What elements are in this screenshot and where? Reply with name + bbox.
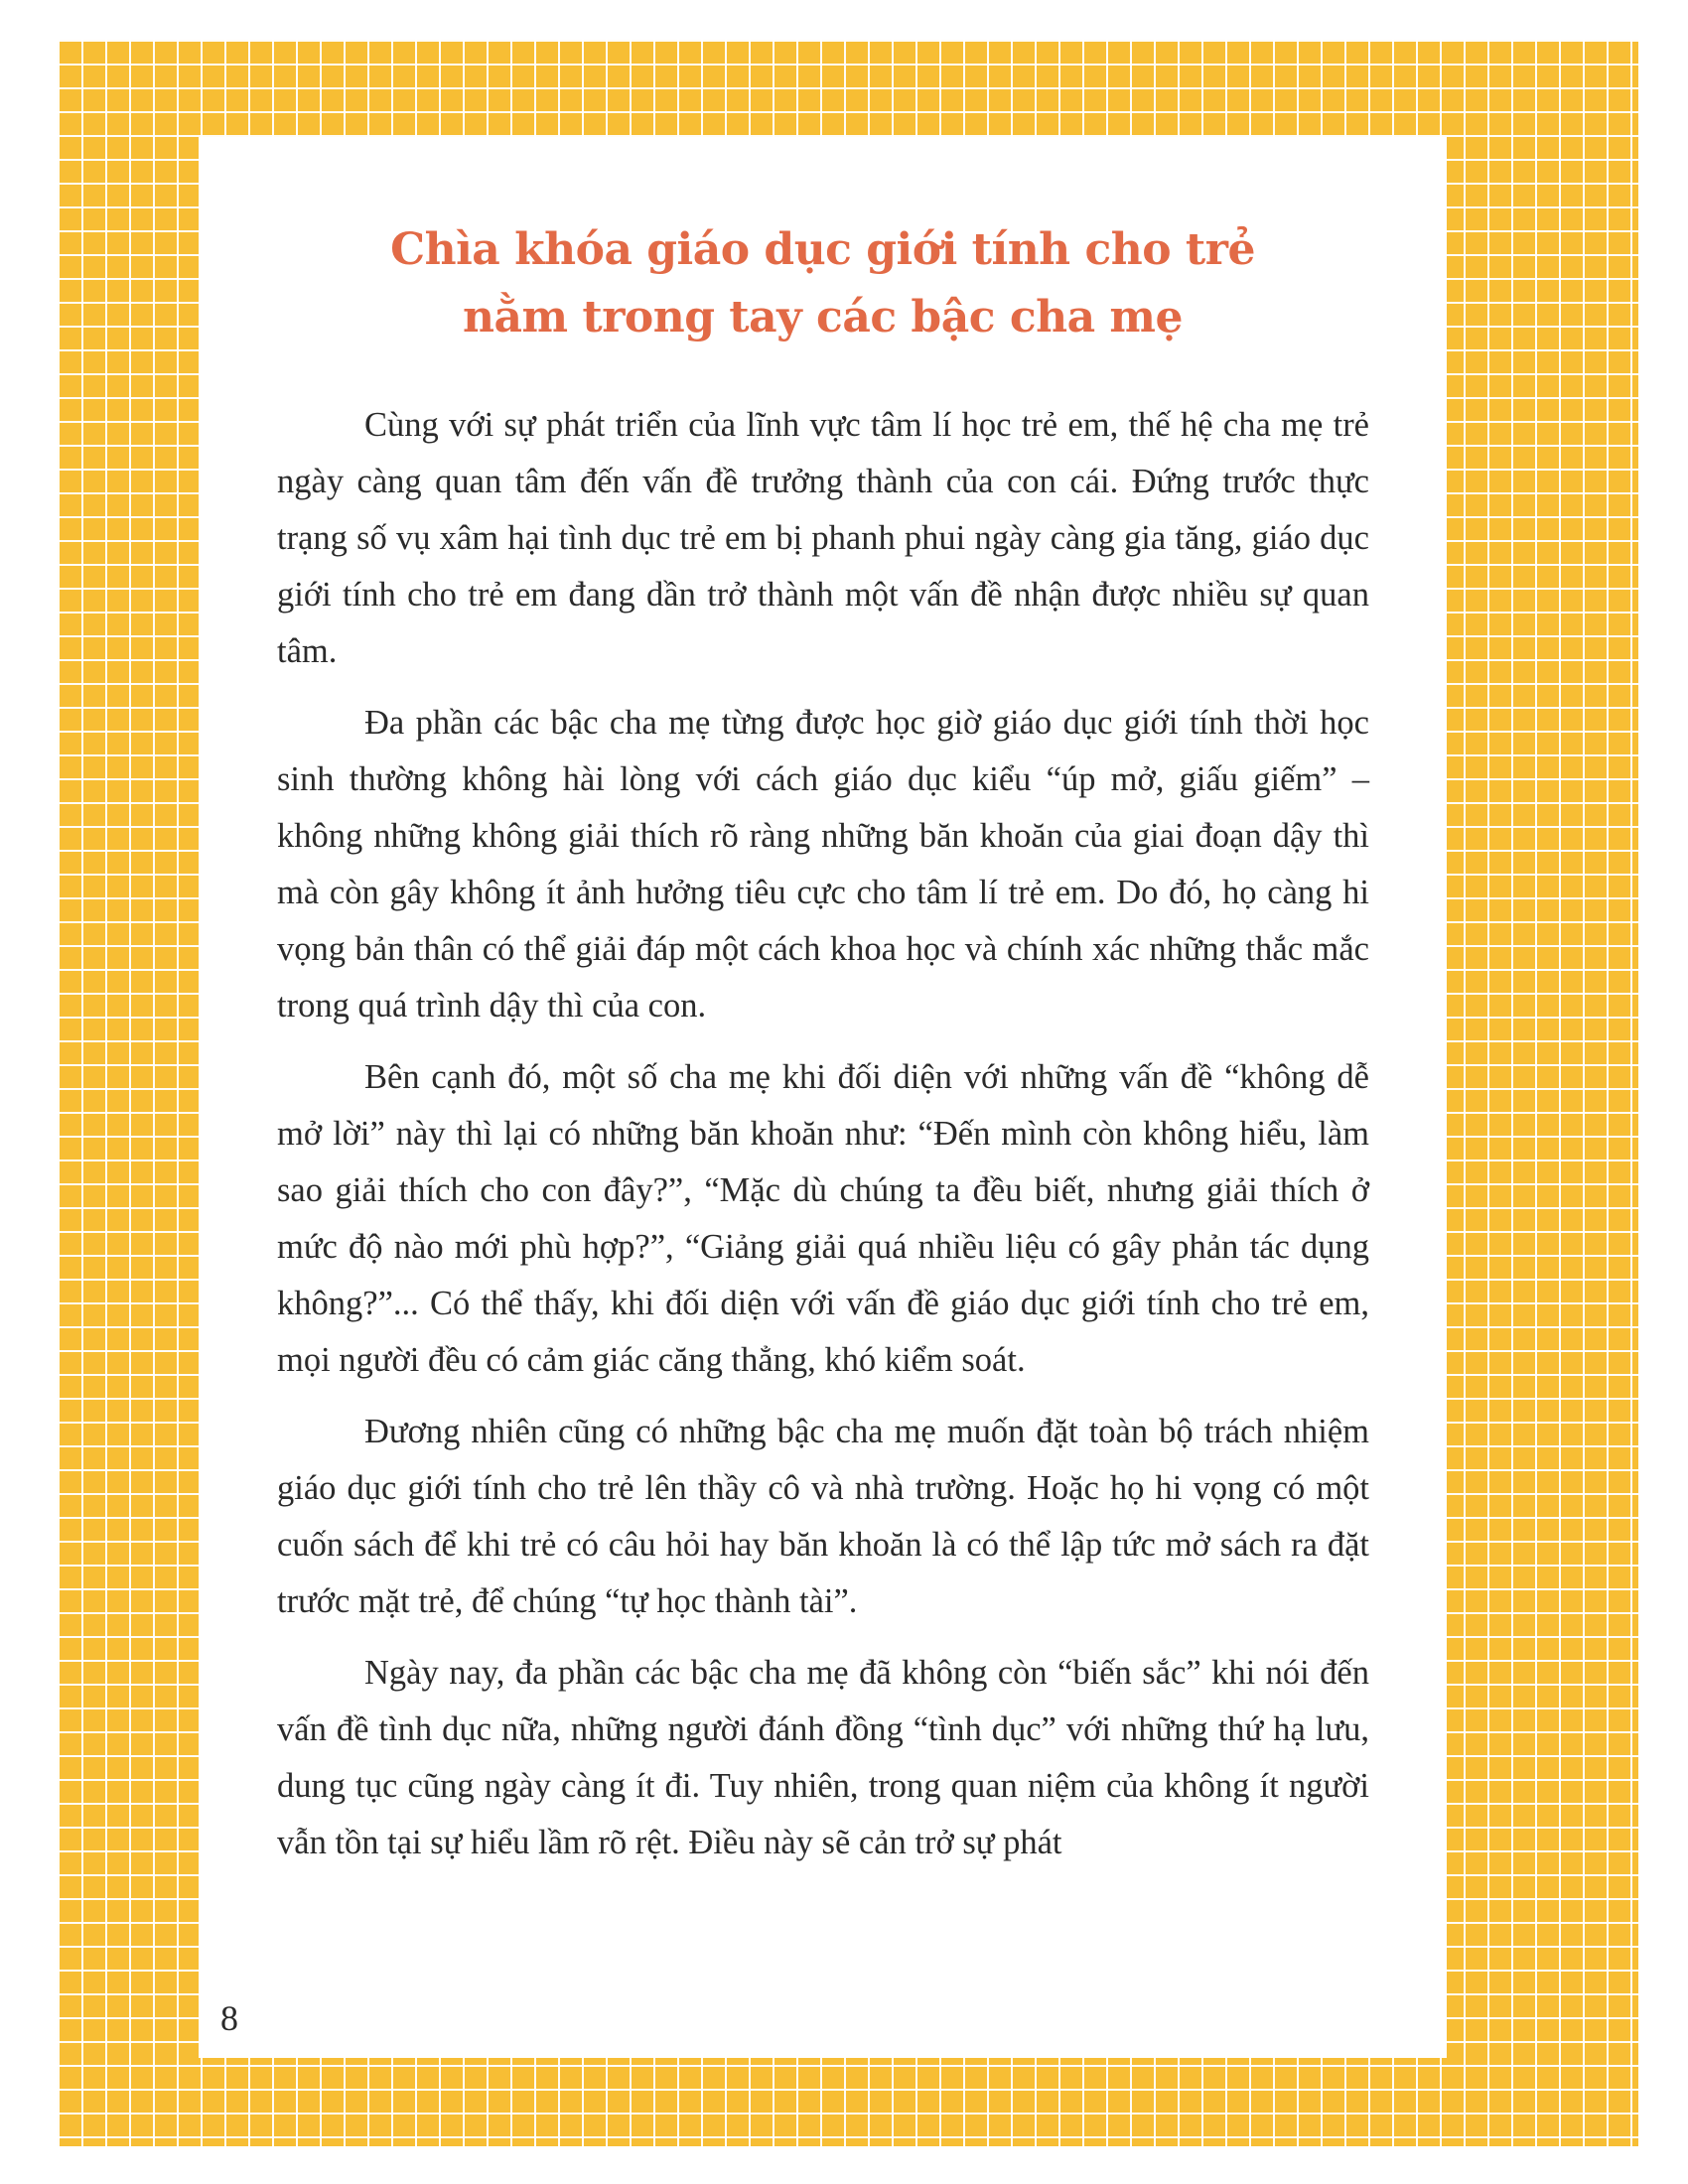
page-number: 8 xyxy=(220,1998,238,2038)
title-line-2: nằm trong tay các bậc cha mẹ xyxy=(463,292,1183,342)
body-text xyxy=(277,397,1369,1886)
paragraph-3: Bên cạnh đó, một số cha mẹ khi đối diện với những vấn đề “không dễ mở lời” này thì lại có những băn khoăn như: “Đến mình còn không hiểu, làm sao giải thích cho con đây?”, “Mặc dù chúng ta đều biết, nhưng giải thích ở mức độ nào mới phù hợp?”, “Giảng giải quá nhiều liệu có gây phản tác dụng không?”... Có thể thấy, khi đối diện với vấn đề giáo dục giới tính cho trẻ em, mọi người đều có cảm giác căng thẳng, khó kiểm soát. xyxy=(277,1058,1369,1379)
page-content-panel xyxy=(199,137,1447,2058)
paragraph-1: Cùng với sự phát triển của lĩnh vực tâm lí học trẻ em, thế hệ cha mẹ trẻ ngày càng quan tâm đến vấn đề trưởng thành của con cái. Đứng trước thực trạng số vụ xâm hại tình dục trẻ em bị phanh phui ngày càng gia tăng, giáo dục giới tính cho trẻ em đang dần trở thành một vấn đề nhận được nhiều sự quan tâm. xyxy=(277,406,1369,670)
paragraph-5: Ngày nay, đa phần các bậc cha mẹ đã không còn “biến sắc” khi nói đến vấn đề tình dục nữa, những người đánh đồng “tình dục” với những thứ hạ lưu, dung tục cũng ngày càng ít đi. Tuy nhiên, trong quan niệm của không ít người vẫn tồn tại sự hiểu lầm rõ rệt. Điều này sẽ cản trở sự phát xyxy=(277,1654,1369,1861)
page-title xyxy=(199,216,1447,351)
paragraph-4: Đương nhiên cũng có những bậc cha mẹ muốn đặt toàn bộ trách nhiệm giáo dục giới tính cho trẻ lên thầy cô và nhà trường. Hoặc họ hi vọng có một cuốn sách để khi trẻ có câu hỏi hay băn khoăn là có thể lập tức mở sách ra đặt trước mặt trẻ, để chúng “tự học thành tài”. xyxy=(277,1413,1369,1620)
title-line-1: Chìa khóa giáo dục giới tính cho trẻ xyxy=(390,224,1255,275)
paragraph-2: Đa phần các bậc cha mẹ từng được học giờ giáo dục giới tính thời học sinh thường không hài lòng với cách giáo dục kiểu “úp mở, giấu giếm” – không những không giải thích rõ ràng những băn khoăn của giai đoạn dậy thì mà còn gây không ít ảnh hưởng tiêu cực cho tâm lí trẻ em. Do đó, họ càng hi vọng bản thân có thể giải đáp một cách khoa học và chính xác những thắc mắc trong quá trình dậy thì của con. xyxy=(277,704,1369,1024)
